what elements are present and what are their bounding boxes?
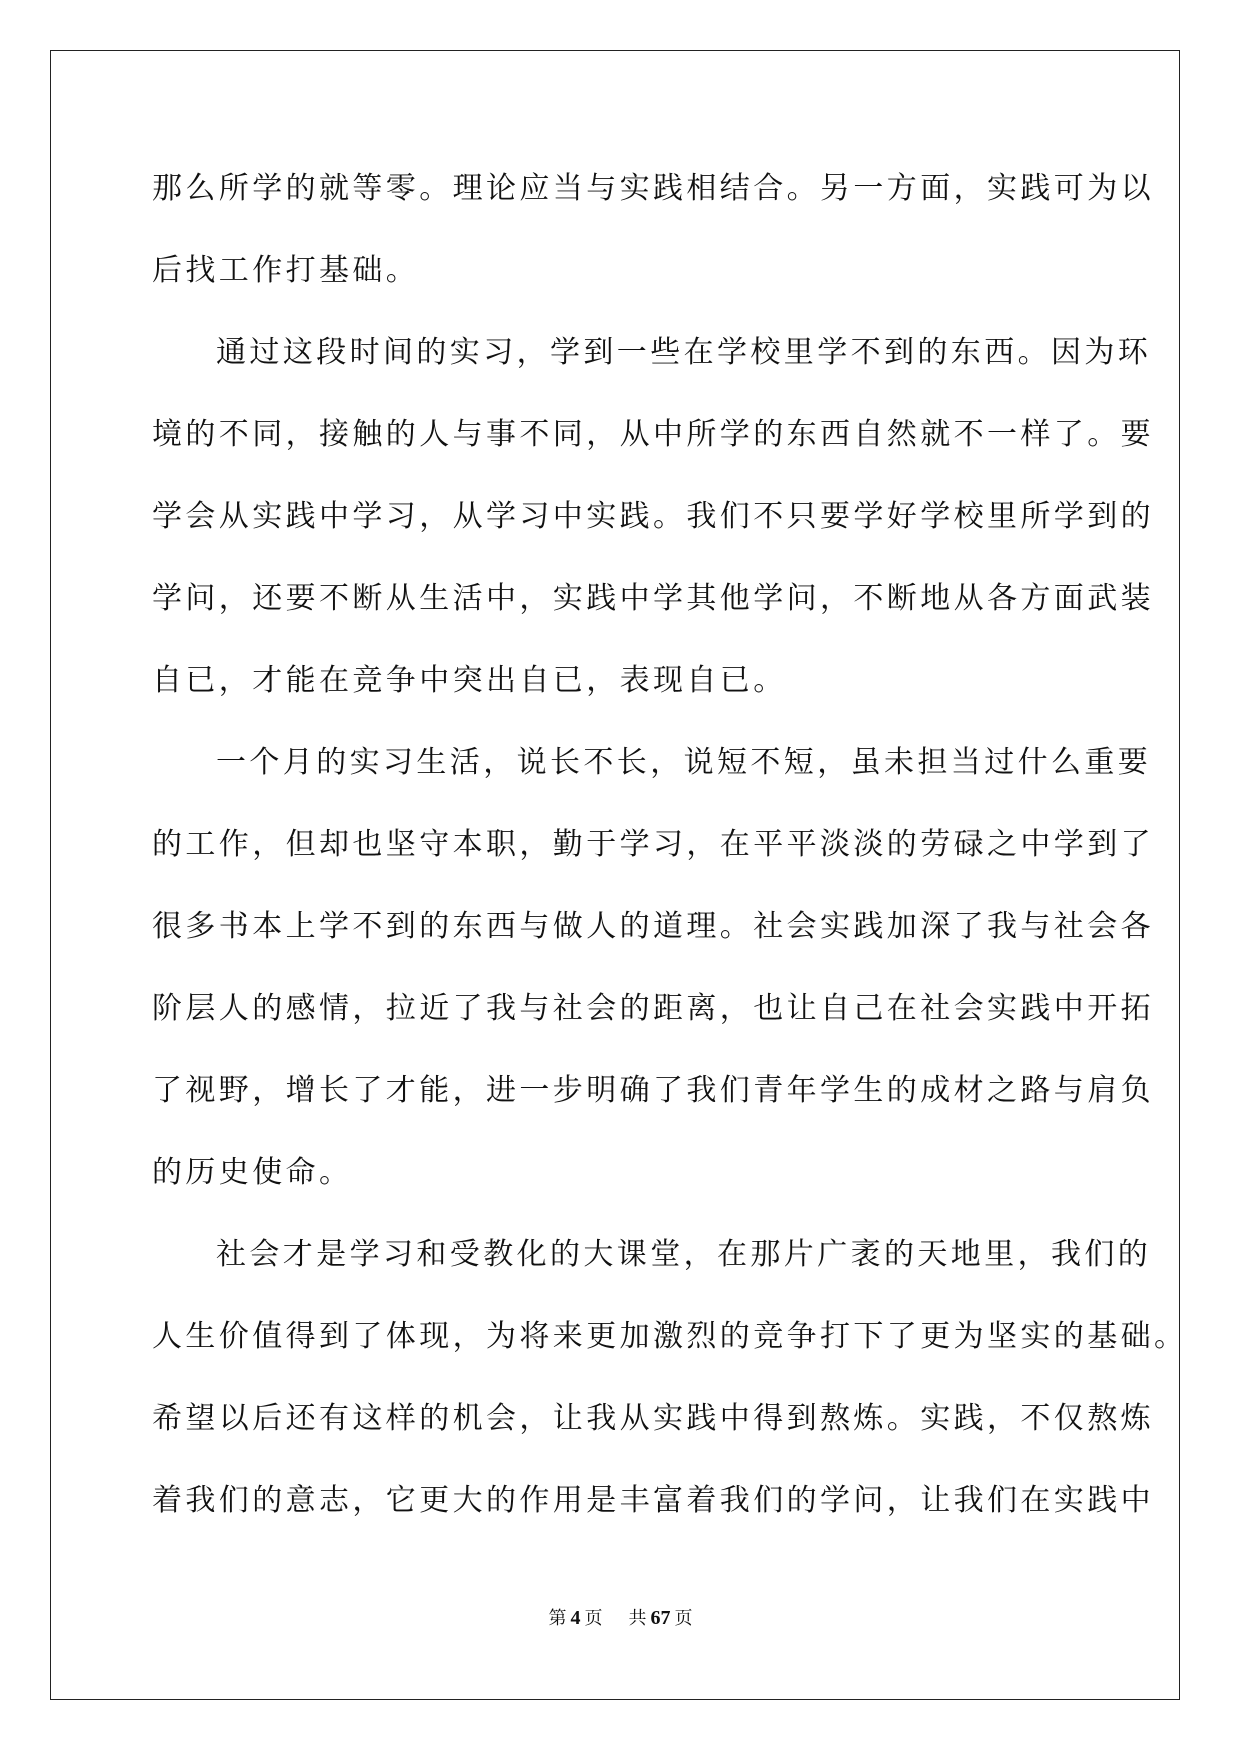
total-unit: 页 (674, 1608, 693, 1629)
text-line: 境的不同，接触的人与事不同，从中所学的东西自然就不一样了。要 (152, 417, 1154, 452)
paragraph-first-line: 社会才是学习和受教化的大课堂，在那片广袤的天地里，我们的 (216, 1237, 1152, 1272)
text-line: 的历史使命。 (152, 1155, 353, 1190)
text-line: 那么所学的就等零。理论应当与实践相结合。另一方面，实践可为以 (152, 171, 1154, 206)
text-line: 学会从实践中学习，从学习中实践。我们不只要学好学校里所学到的 (152, 499, 1154, 534)
document-body (152, 148, 1188, 1542)
text-line: 希望以后还有这样的机会，让我从实践中得到熬炼。实践，不仅熬炼 (152, 1401, 1154, 1436)
text-line: 的工作，但却也坚守本职，勤于学习，在平平淡淡的劳碌之中学到了 (152, 827, 1154, 862)
paragraph-first-line: 通过这段时间的实习，学到一些在学校里学不到的东西。因为环 (216, 335, 1152, 370)
text-line: 人生价值得到了体现，为将来更加激烈的竞争打下了更为坚实的基础。 (152, 1319, 1188, 1354)
text-line: 自已，才能在竞争中突出自已，表现自已。 (152, 663, 787, 698)
text-line: 后找工作打基础。 (152, 253, 420, 288)
total-pages: 67 (650, 1607, 671, 1629)
text-line: 了视野，增长了才能，进一步明确了我们青年学生的成材之路与肩负 (152, 1073, 1154, 1108)
page-prefix: 第 (548, 1608, 567, 1629)
text-line: 阶层人的感情，拉近了我与社会的距离，也让自己在社会实践中开拓 (152, 991, 1154, 1026)
total-prefix: 共 (628, 1608, 647, 1629)
page-number: 4 (570, 1607, 581, 1629)
paragraph-first-line: 一个月的实习生活，说长不长，说短不短，虽未担当过什么重要 (216, 745, 1152, 780)
text-line: 很多书本上学不到的东西与做人的道理。社会实践加深了我与社会各 (152, 909, 1154, 944)
page-unit: 页 (584, 1608, 603, 1629)
text-line: 着我们的意志，它更大的作用是丰富着我们的学问，让我们在实践中 (152, 1483, 1154, 1518)
text-line: 学问，还要不断从生活中，实践中学其他学问，不断地从各方面武装 (152, 581, 1154, 616)
page-footer (0, 1604, 1241, 1630)
